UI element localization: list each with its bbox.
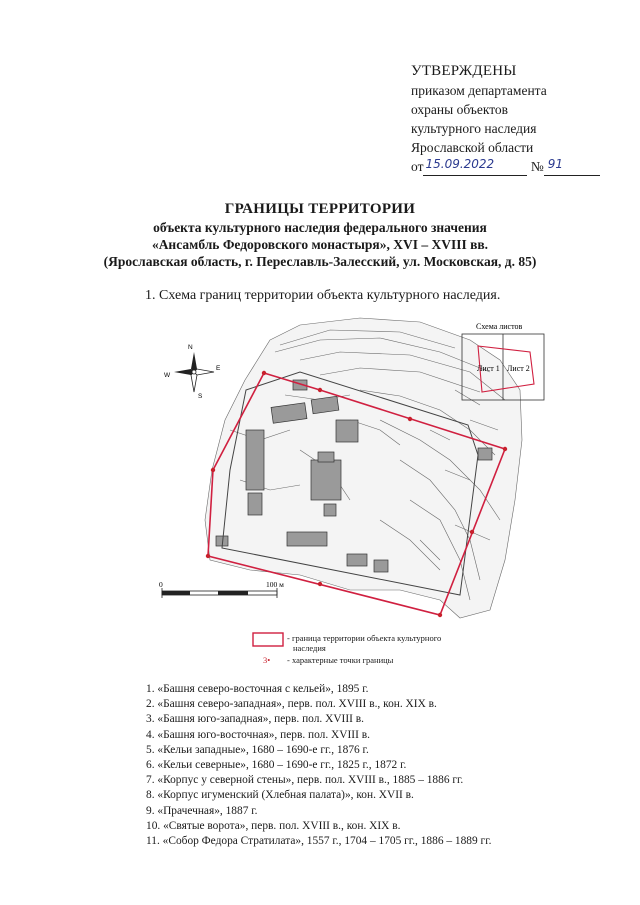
building-west-cells	[246, 430, 264, 490]
title-line-4: (Ярославская область, г. Переславль-Залесский, ул. Московская, д. 85)	[103, 254, 537, 269]
building-gate-side	[374, 560, 388, 572]
number-value: 91	[547, 157, 564, 171]
boundary-point	[503, 447, 507, 451]
approval-block	[411, 62, 611, 176]
list-item: 1. «Башня северо-восточная с кельей», 1895 г.	[146, 683, 369, 695]
cathedral-apse	[318, 452, 334, 462]
boundary-point	[470, 530, 474, 534]
number-sign: №	[530, 159, 544, 174]
section-heading: 1. Схема границ территории объекта культурного наследия.	[145, 288, 501, 303]
list-item: 2. «Башня северо-западная», перв. пол. XVIII в., кон. XIX в.	[146, 698, 437, 711]
objects-list	[146, 682, 491, 849]
approval-line-3: культурного наследия	[411, 121, 537, 136]
sheet-scheme-title: Схема листов	[476, 322, 523, 331]
date-value: 15.09.2022	[425, 157, 495, 171]
compass-rose-icon	[174, 352, 214, 392]
building-ne	[336, 420, 358, 442]
title-line-2: объекта культурного наследия федерального значения	[153, 220, 487, 235]
boundary-point	[318, 582, 322, 586]
approval-line-2: охраны объектов	[411, 102, 509, 117]
compass-e: E	[216, 365, 221, 372]
compass-w: W	[164, 372, 171, 379]
building-small	[324, 504, 336, 516]
date-prefix: от	[411, 159, 424, 174]
boundary-point	[318, 388, 322, 392]
legend-boundary	[287, 633, 441, 653]
list-item: 11. «Собор Федора Стратилата», 1557 г., 1704 – 1705 гг., 1886 – 1889 гг.	[146, 835, 492, 848]
boundary-point	[438, 613, 442, 617]
boundary-point	[211, 468, 215, 472]
list-item: 6. «Кельи северные», 1680 – 1690-е гг., 1825 г., 1872 г.	[146, 759, 407, 772]
holy-gate	[347, 554, 367, 566]
list-item: 4. «Башня юго-восточная», перв. пол. XVIII в.	[146, 728, 370, 741]
list-item: 7. «Корпус у северной стены», перв. пол. XVIII в., 1885 – 1886 гг.	[146, 774, 464, 787]
list-item: 3. «Башня юго-западная», перв. пол. XVIII в.	[146, 713, 365, 726]
legend-points: - характерные точки границы	[287, 655, 394, 665]
approval-line-1: приказом департамента	[411, 83, 547, 98]
list-item: 10. «Святые ворота», перв. пол. XVIII в., кон. XIX в.	[146, 819, 401, 832]
sheet-1-label: Лист 1	[477, 364, 500, 373]
approval-date-line	[411, 157, 611, 176]
legend-boundary-line-2: наследия	[293, 643, 326, 653]
title-line-1: ГРАНИЦЫ ТЕРРИТОРИИ	[224, 201, 416, 217]
scale-label: 100 м	[266, 580, 284, 589]
approval-heading: УТВЕРЖДЕНЫ	[411, 63, 517, 79]
compass-s: S	[198, 393, 203, 400]
scale-bar	[159, 580, 284, 598]
date-field	[423, 159, 527, 176]
approval-line-4: Ярославской области	[411, 140, 534, 155]
scale-zero: 0	[159, 580, 163, 589]
building-west-annex	[248, 493, 262, 515]
compass-n: N	[188, 344, 193, 351]
document-title	[0, 200, 640, 270]
legend-boundary-line-1: - граница территории объекта культурного	[287, 633, 442, 643]
legend-points-marker: 3•	[263, 655, 271, 665]
building-south	[287, 532, 327, 546]
legend-boundary-swatch	[253, 633, 283, 646]
number-field	[544, 159, 600, 176]
boundary-point	[408, 417, 412, 421]
title-line-3: «Ансамбль Федоровского монастыря», XVI – XVIII вв.	[151, 237, 489, 252]
list-item: 5. «Кельи западные», 1680 – 1690-е гг., 1876 г.	[146, 743, 369, 756]
tower-ne	[478, 448, 492, 460]
list-item: 9. «Прачечная», 1887 г.	[146, 804, 258, 817]
sheet-2-label: Лист 2	[507, 364, 530, 373]
boundary-point	[206, 554, 210, 558]
boundary-point	[262, 371, 266, 375]
list-item: 8. «Корпус игуменский (Хлебная палата)», кон. XVII в.	[146, 789, 414, 802]
cathedral	[311, 460, 341, 500]
